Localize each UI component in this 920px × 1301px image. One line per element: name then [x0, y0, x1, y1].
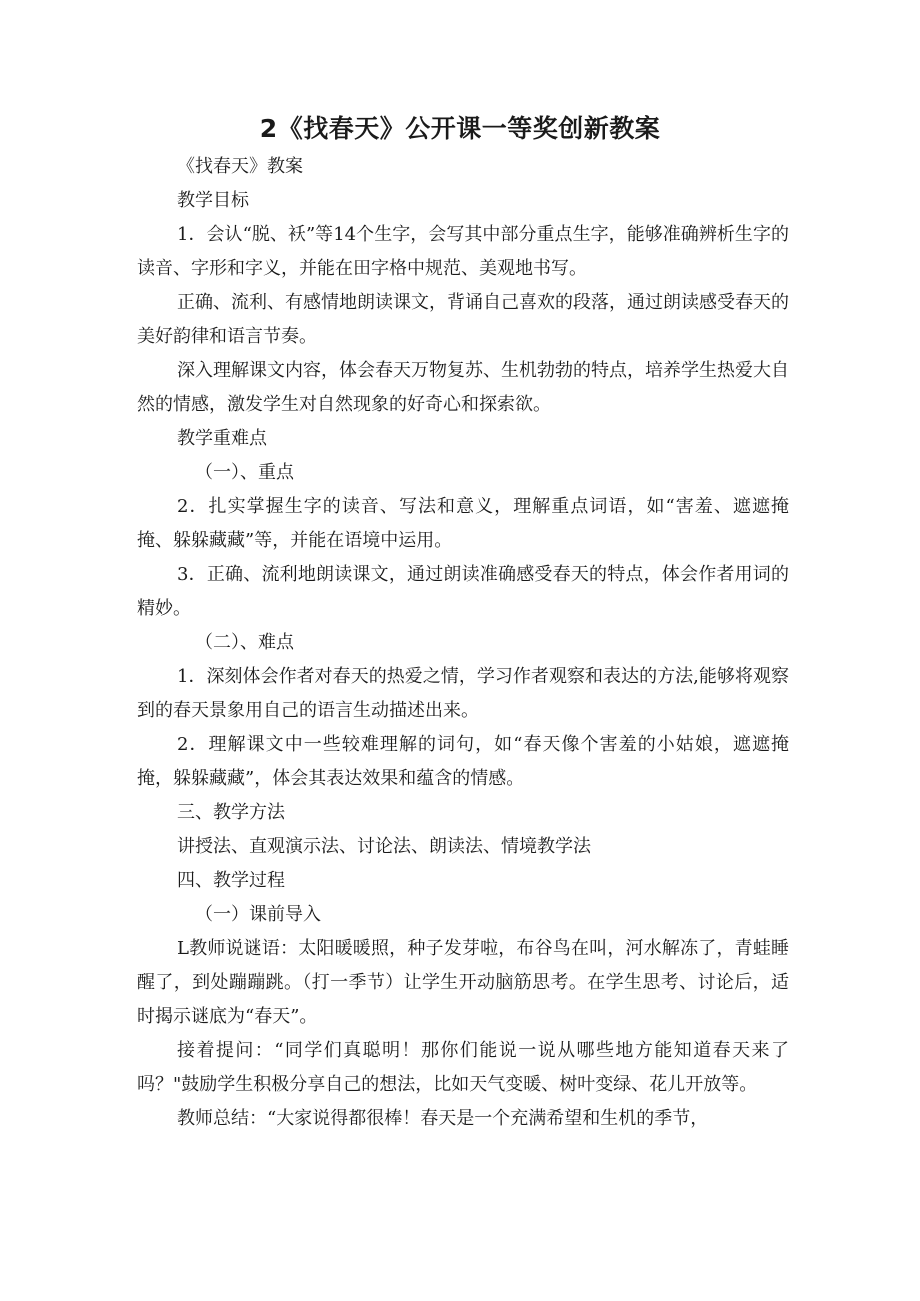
- paragraph: 2．理解课文中一些较难理解的词句，如“春天像个害羞的小姑娘，遮遮掩掩，躲躲藏藏”，体会其表达效果和蕴含的情感。: [137, 734, 789, 789]
- subsection-heading-intro: （一）课前导入: [195, 904, 321, 925]
- section-heading-process: 四、教学过程: [177, 870, 285, 891]
- paragraph: 2．扎实掌握生字的读音、写法和意义，理解重点词语，如“害羞、遮遮掩掩、躲躲藏藏”等，并能在语境中运用。: [137, 496, 789, 551]
- document-title: 2《找春天》公开课一等奖创新教案: [259, 114, 661, 143]
- paragraph: 教师总结：“大家说得都很棒！春天是一个充满希望和生机的季节，: [177, 1108, 709, 1129]
- paragraph: 1．深刻体会作者对春天的热爱之情，学习作者观察和表达的方法,能够将观察到的春天景象用自己的语言生动描述出来。: [137, 666, 789, 721]
- subsection-heading-difficulty: （二）、难点: [195, 632, 294, 653]
- paragraph: 接着提问：“同学们真聪明！那你们能说一说从哪些地方能知道春天来了吗？"鼓励学生积极分享自己的想法，比如天气变暖、树叶变绿、花儿开放等。: [137, 1040, 789, 1095]
- paragraph: 深入理解课文内容，体会春天万物复苏、生机勃勃的特点，培养学生热爱大自然的情感，激发学生对自然现象的好奇心和探索欲。: [137, 360, 789, 415]
- document-body: [137, 150, 789, 1136]
- section-heading-methods: 三、教学方法: [177, 802, 285, 823]
- paragraph: 讲授法、直观演示法、讨论法、朗读法、情境教学法: [177, 836, 591, 857]
- paragraph: L教师说谜语：太阳暖暖照，种子发芽啦，布谷鸟在叫，河水解冻了，青蛙睡醒了，到处蹦蹦跳。（打一季节）让学生开动脑筋思考。在学生思考、讨论后，适时揭示谜底为“春天”。: [137, 938, 789, 1027]
- paragraph: 正确、流利、有感情地朗读课文，背诵自己喜欢的段落，通过朗读感受春天的美好韵律和语言节奏。: [137, 292, 789, 347]
- subsection-heading-focus: （一）、重点: [195, 462, 294, 483]
- paragraph: 3．正确、流利地朗读课文，通过朗读准确感受春天的特点，体会作者用词的精妙。: [137, 564, 789, 619]
- paragraph: 1．会认“脱、袄”等14个生字，会写其中部分重点生字，能够准确辨析生字的读音、字形和字义，并能在田字格中规范、美观地书写。: [137, 224, 789, 279]
- paragraph: 《找春天》教案: [177, 156, 303, 177]
- section-heading-objectives: 教学目标: [177, 190, 249, 211]
- section-heading-key-points: 教学重难点: [177, 428, 267, 449]
